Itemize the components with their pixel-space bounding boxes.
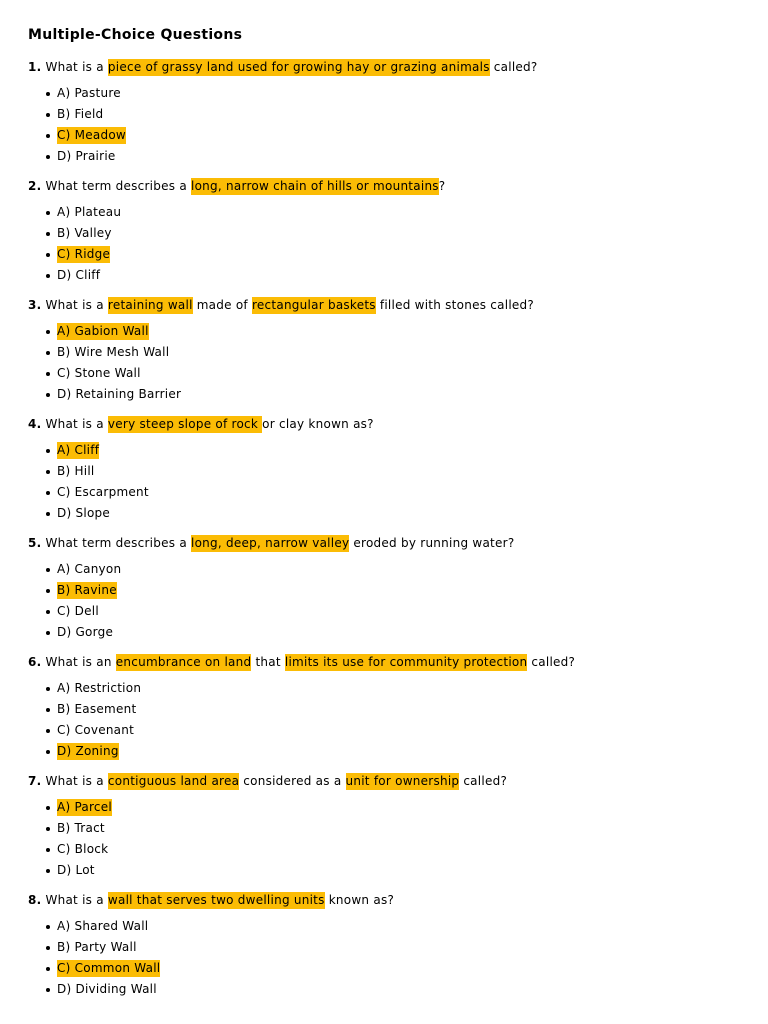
question-text-segment: What term describes a xyxy=(41,536,191,550)
highlighted-phrase: unit for ownership xyxy=(345,774,460,788)
answer-label: B) Easement xyxy=(57,702,137,716)
answer-label: C) Covenant xyxy=(57,723,135,737)
question-text xyxy=(28,58,768,77)
question-text-segment: What is an xyxy=(41,655,116,669)
question-text-segment: What is a xyxy=(41,298,108,312)
answer-options xyxy=(28,203,768,287)
question-7 xyxy=(28,772,768,882)
answer-option xyxy=(46,504,768,525)
question-number: 2. xyxy=(28,179,42,193)
answer-label: B) Hill xyxy=(57,464,95,478)
highlighted-phrase: piece of grassy land used for growing hay or grazing animals xyxy=(107,60,490,74)
answer-option xyxy=(46,266,768,287)
correct-answer-label: B) Ravine xyxy=(57,583,117,597)
question-list xyxy=(28,58,768,1001)
answer-label: A) Canyon xyxy=(57,562,122,576)
question-text-segment: or clay known as? xyxy=(262,417,374,431)
answer-option xyxy=(46,700,768,721)
answer-label: C) Block xyxy=(57,842,109,856)
answer-label: C) Escarpment xyxy=(57,485,149,499)
question-text-segment: made of xyxy=(192,298,252,312)
question-text-segment: ? xyxy=(438,179,446,193)
answer-option xyxy=(46,798,768,819)
answer-option xyxy=(46,581,768,602)
answer-label: B) Valley xyxy=(57,226,112,240)
answer-label: D) Cliff xyxy=(57,268,101,282)
question-text xyxy=(28,772,768,791)
answer-option xyxy=(46,840,768,861)
question-2 xyxy=(28,177,768,287)
answer-option xyxy=(46,623,768,644)
question-number: 5. xyxy=(28,536,42,550)
correct-answer-label: D) Zoning xyxy=(57,744,119,758)
answer-option xyxy=(46,721,768,742)
answer-option xyxy=(46,441,768,462)
correct-answer-label: C) Meadow xyxy=(57,128,126,142)
answer-option xyxy=(46,938,768,959)
highlighted-phrase: wall that serves two dwelling units xyxy=(107,893,325,907)
answer-option xyxy=(46,917,768,938)
answer-option xyxy=(46,679,768,700)
correct-answer-label: A) Parcel xyxy=(57,800,112,814)
answer-option xyxy=(46,959,768,980)
answer-option xyxy=(46,980,768,1001)
question-number: 7. xyxy=(28,774,42,788)
answer-option xyxy=(46,385,768,406)
answer-option xyxy=(46,126,768,147)
answer-label: B) Wire Mesh Wall xyxy=(57,345,170,359)
answer-label: D) Retaining Barrier xyxy=(57,387,182,401)
answer-label: C) Dell xyxy=(57,604,99,618)
highlighted-phrase: long, narrow chain of hills or mountains xyxy=(191,179,439,193)
answer-label: D) Dividing Wall xyxy=(57,982,157,996)
question-text-segment: filled with stones called? xyxy=(375,298,535,312)
question-4 xyxy=(28,415,768,525)
answer-options xyxy=(28,679,768,763)
question-text-segment: What is a xyxy=(41,417,108,431)
question-text xyxy=(28,653,768,672)
answer-option xyxy=(46,224,768,245)
question-text xyxy=(28,891,768,910)
correct-answer-label: C) Ridge xyxy=(57,247,111,261)
answer-option xyxy=(46,245,768,266)
question-text-segment: called? xyxy=(489,60,538,74)
answer-label: A) Pasture xyxy=(57,86,121,100)
highlighted-phrase: limits its use for community protection xyxy=(284,655,528,669)
answer-options xyxy=(28,441,768,525)
answer-label: A) Plateau xyxy=(57,205,122,219)
answer-options xyxy=(28,798,768,882)
question-text xyxy=(28,296,768,315)
question-1 xyxy=(28,58,768,168)
question-3 xyxy=(28,296,768,406)
question-text xyxy=(28,415,768,434)
answer-option xyxy=(46,343,768,364)
question-text-segment: called? xyxy=(459,774,508,788)
question-text-segment: that xyxy=(251,655,285,669)
answer-label: D) Slope xyxy=(57,506,111,520)
correct-answer-label: C) Common Wall xyxy=(57,961,161,975)
answer-option xyxy=(46,462,768,483)
answer-option xyxy=(46,602,768,623)
highlighted-phrase: retaining wall xyxy=(107,298,193,312)
question-5 xyxy=(28,534,768,644)
question-text-segment: known as? xyxy=(324,893,395,907)
answer-label: D) Prairie xyxy=(57,149,116,163)
answer-label: B) Field xyxy=(57,107,104,121)
answer-options xyxy=(28,84,768,168)
question-number: 4. xyxy=(28,417,42,431)
answer-option xyxy=(46,483,768,504)
answer-options xyxy=(28,917,768,1001)
answer-label: D) Lot xyxy=(57,863,95,877)
question-number: 1. xyxy=(28,60,42,74)
question-text-segment: What term describes a xyxy=(41,179,191,193)
highlighted-phrase: very steep slope of rock xyxy=(107,417,263,431)
page-title: Multiple-Choice Questions xyxy=(28,27,243,43)
answer-label: D) Gorge xyxy=(57,625,114,639)
answer-label: A) Restriction xyxy=(57,681,142,695)
answer-label: C) Stone Wall xyxy=(57,366,141,380)
answer-option xyxy=(46,364,768,385)
answer-option xyxy=(46,203,768,224)
question-number: 8. xyxy=(28,893,42,907)
highlighted-phrase: long, deep, narrow valley xyxy=(191,536,350,550)
answer-option xyxy=(46,105,768,126)
answer-option xyxy=(46,560,768,581)
question-6 xyxy=(28,653,768,763)
question-text-segment: considered as a xyxy=(239,774,346,788)
question-text xyxy=(28,534,768,553)
question-number: 3. xyxy=(28,298,42,312)
question-text-segment: called? xyxy=(527,655,576,669)
question-text-segment: What is a xyxy=(41,60,108,74)
question-text-segment: What is a xyxy=(41,774,108,788)
answer-option xyxy=(46,147,768,168)
answer-label: B) Tract xyxy=(57,821,105,835)
answer-option xyxy=(46,84,768,105)
answer-options xyxy=(28,560,768,644)
highlighted-phrase: encumbrance on land xyxy=(115,655,252,669)
answer-option xyxy=(46,742,768,763)
answer-options xyxy=(28,322,768,406)
correct-answer-label: A) Gabion Wall xyxy=(57,324,149,338)
question-text xyxy=(28,177,768,196)
highlighted-phrase: rectangular baskets xyxy=(251,298,376,312)
answer-option xyxy=(46,861,768,882)
answer-label: A) Shared Wall xyxy=(57,919,149,933)
correct-answer-label: A) Cliff xyxy=(57,443,100,457)
question-number: 6. xyxy=(28,655,42,669)
question-text-segment: What is a xyxy=(41,893,108,907)
answer-option xyxy=(46,819,768,840)
highlighted-phrase: contiguous land area xyxy=(107,774,240,788)
answer-option xyxy=(46,322,768,343)
question-8 xyxy=(28,891,768,1001)
answer-label: B) Party Wall xyxy=(57,940,137,954)
question-text-segment: eroded by running water? xyxy=(349,536,515,550)
